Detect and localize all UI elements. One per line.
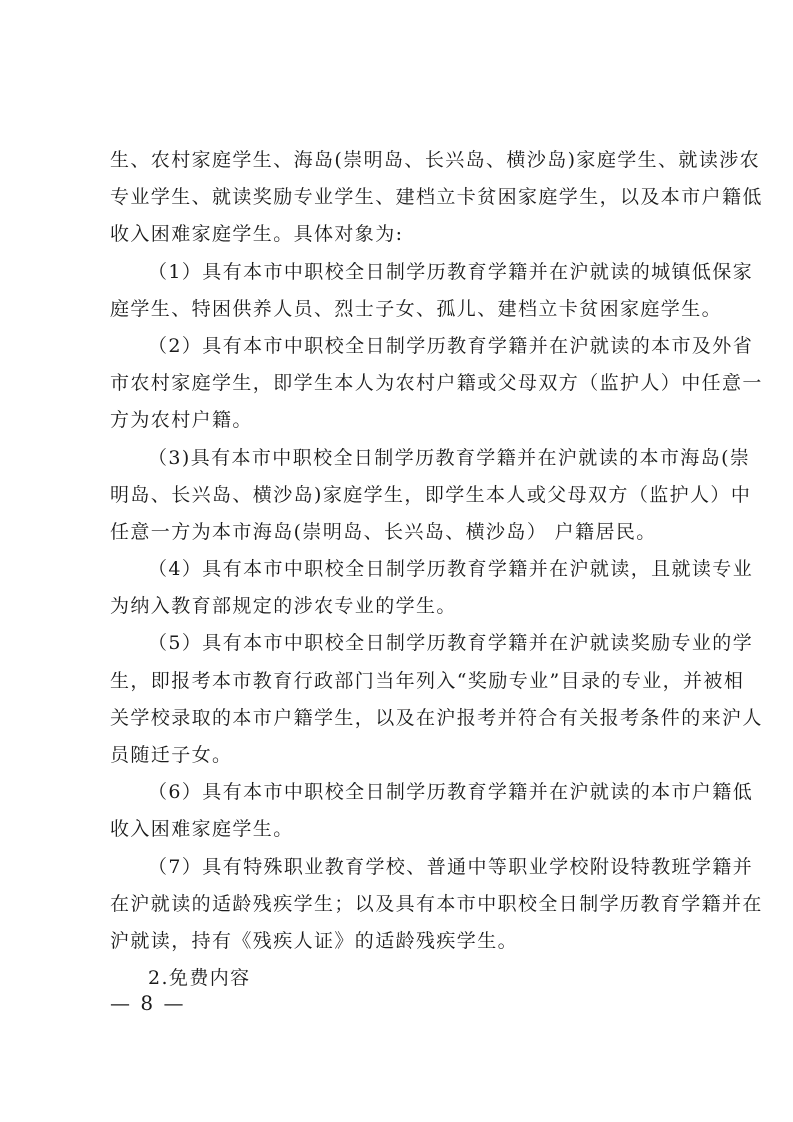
item-4-line: 为纳入教育部规定的涉农专业的学生。 [110,595,457,618]
item-6-line: 收入困难家庭学生。 [110,818,294,841]
item-3-line: 任意一方为本市海岛(崇明岛、长兴岛、横沙岛） 户籍居民。 [110,520,657,543]
item-1-line: （1）具有本市中职校全日制学历教育学籍并在沪就读的城镇低保家 [148,260,754,283]
item-6-line: （6）具有本市中职校全日制学历教育学籍并在沪就读的本市户籍低 [148,781,754,804]
body-text [110,142,763,997]
section-heading: 2.免费内容 [148,967,251,990]
text-line: 生、农村家庭学生、海岛(崇明岛、长兴岛、横沙岛)家庭学生、就读涉农 [110,149,761,171]
item-5-line: 员随迁子女。 [110,744,233,766]
item-3-line: 明岛、长兴岛、横沙岛)家庭学生，即学生本人或父母双方（监护人）中 [110,483,752,506]
text-line: 专业学生、就读奖励专业学生、建档立卡贫困家庭学生，以及本市户籍低 [110,186,763,209]
item-5-line: 关学校录取的本市户籍学生，以及在沪报考并符合有关报考条件的来沪人 [110,706,763,729]
item-1-line: 庭学生、特困供养人员、烈士子女、孤儿、建档立卡贫困家庭学生。 [110,297,723,320]
item-2-line: 方为农村户籍。 [110,409,253,432]
text-line: 收入困难家庭学生。具体对象为: [110,223,404,246]
page-number: — 8 — [110,991,186,1015]
item-4-line: （4）具有本市中职校全日制学历教育学籍并在沪就读，且就读专业 [148,558,754,581]
item-5-line: （5）具有本市中职校全日制学历教育学籍并在沪就读奖励专业的学 [148,632,754,655]
item-7-line: 在沪就读的适龄残疾学生；以及具有本市中职校全日制学历教育学籍并在 [110,892,763,915]
item-5-line: 生，即报考本市教育行政部门当年列入“奖励专业”目录的专业，并被相 [110,669,745,692]
item-7-line: 沪就读，持有《残疾人证》的适龄残疾学生。 [110,929,519,952]
item-7-line: （7）具有特殊职业教育学校、普通中等职业学校附设特教班学籍并 [148,855,754,878]
item-2-line: （2）具有本市中职校全日制学历教育学籍并在沪就读的本市及外省 [148,334,754,357]
item-3-line: （3)具有本市中职校全日制学历教育学籍并在沪就读的本市海岛(崇 [148,446,751,469]
item-2-line: 市农村家庭学生，即学生本人为农村户籍或父母双方（监护人）中任意一 [110,372,763,395]
